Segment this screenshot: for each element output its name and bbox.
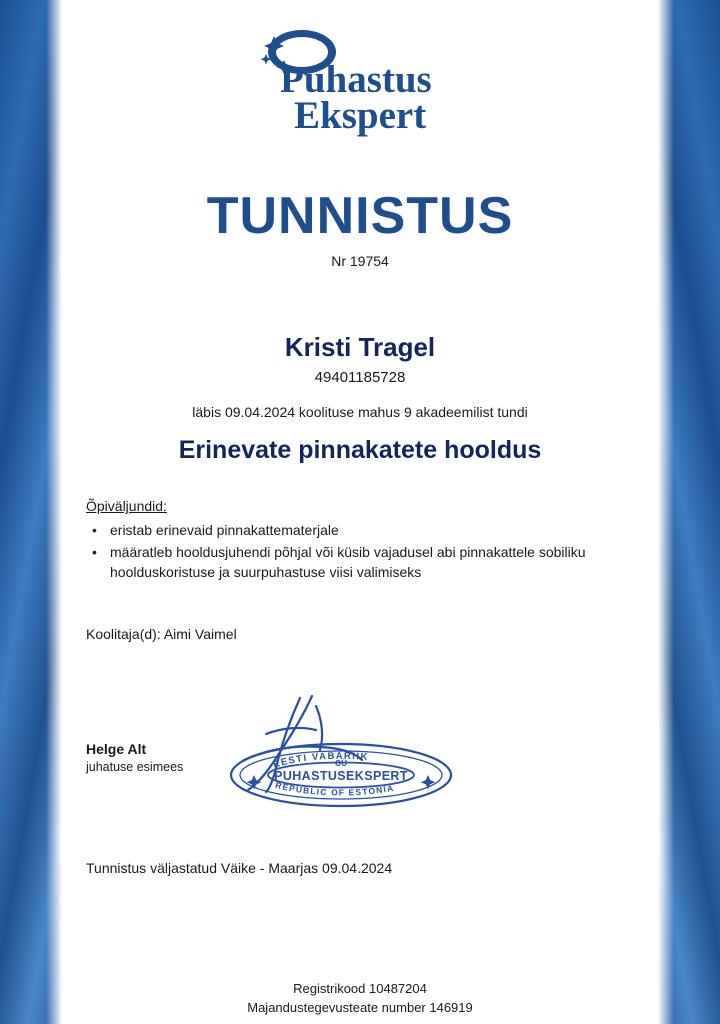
certificate-content <box>62 0 658 1024</box>
recipient-name: Kristi Tragel <box>284 332 436 362</box>
svg-text:EESTI VABARIIK: EESTI VABARIIK <box>272 750 370 771</box>
list-item: • eristab erinevaid pinnakattematerjale <box>86 521 636 541</box>
decorative-left-band <box>0 0 62 1024</box>
learning-outcomes <box>86 498 636 585</box>
footer <box>62 980 658 1018</box>
course-title: Erinevate pinnakatete hooldus <box>178 436 542 464</box>
puhastus-ekspert-logo-icon <box>240 26 480 146</box>
svg-text:REPUBLIC OF ESTONIA: REPUBLIC OF ESTONIA <box>274 779 396 798</box>
learning-outcomes-list <box>86 521 636 583</box>
decorative-right-band <box>658 0 720 1024</box>
svg-text:Puhastus: Puhastus <box>280 58 432 101</box>
signatory-name: Helge Alt <box>86 741 147 757</box>
svg-text:OÜ: OÜ <box>335 759 347 768</box>
document-title: TUNNISTUS <box>206 187 514 245</box>
registry-code: Registrikood 10487204 <box>293 981 427 996</box>
list-item: • määratleb hooldusjuhendi põhjal või küsib vajadusel abi pinnakattele sobiliku hoolduskoristuse ja suurpuhastuse viisi valimiseks <box>86 543 636 583</box>
signature-block <box>86 740 486 798</box>
signatory-role: juhatuse esimees <box>86 759 184 774</box>
economic-activity-number: Majandustegevusteate number 146919 <box>247 999 473 1015</box>
trainer-line: Koolitaja(d): Aimi Vaimel <box>86 626 237 642</box>
company-logo <box>62 26 658 151</box>
completion-line: läbis 09.04.2024 koolituse mahus 9 akadeemilist tundi <box>192 404 528 420</box>
recipient-id-code: 49401185728 <box>314 369 406 386</box>
issued-line: Tunnistus väljastatud Väike - Maarjas 09.04.2024 <box>86 860 393 876</box>
document-number: Nr 19754 <box>331 253 389 269</box>
official-stamp-icon <box>226 740 456 810</box>
learning-outcomes-heading: Õpiväljundid: <box>86 498 167 514</box>
svg-text:PUHASTUSEKSPERT: PUHASTUSEKSPERT <box>274 769 408 783</box>
svg-text:Ekspert: Ekspert <box>294 94 427 137</box>
